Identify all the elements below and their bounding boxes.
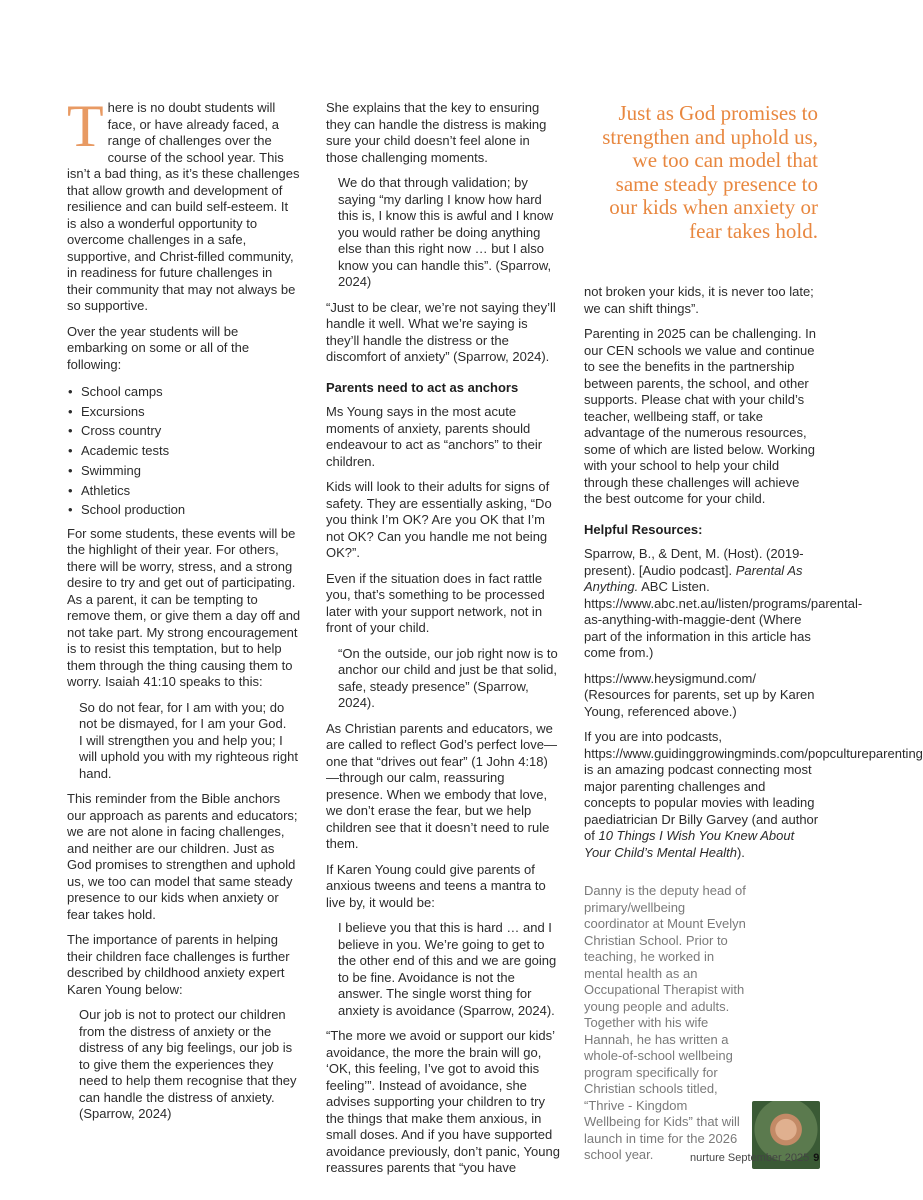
list-item: • Academic tests [81,441,301,461]
resource-text: If you are into podcasts, https://www.guidinggrowingminds.com/popcultureparenting is an amazing podcast connecting most major parenting challenges and concepts to popular movies with leading paediatrician Dr Billy Garvey (and author of [584,729,923,843]
paragraph: not broken your kids, it is never too late; we can shift things”. [584,284,814,316]
drop-cap: T [67,93,104,159]
column-3 [584,284,923,1169]
paragraph: Over the year students will be embarking on some or all of the following: [67,323,250,372]
section-heading: Parents need to act as anchors [326,379,519,395]
page-number: 9 [813,1152,820,1164]
paragraph: For some students, these events will be the highlight of their year. For others, there will be worry, stress, and a strong desire to try and get out of participating. As a parent, it can be tempting to remove them, or give them a day off and not take part. My strong encouragement is to resist this temptation, but to help them through the thing causing them to worry. Isaiah 41:10 speaks to this: [67,525,301,690]
bible-verse [67,700,301,783]
list-item: • Swimming [81,461,301,481]
column-2 [326,100,560,1186]
paragraph: This reminder from the Bible anchors our approach as parents and educators; we are not alone in facing challenges, and neither are our children. Just as God promises to strengthen and uphold us, we too can model that same steady presence to our kids when anxiety or fear takes hold. [67,791,298,922]
footer-label: nurture September 2025 [690,1152,810,1164]
list-item: • Athletics [81,481,301,501]
resource-item: https://www.heysigmund.com/ (Resources for parents, set up by Karen Young, referenced above.) [584,670,815,719]
column-1 [67,93,301,1132]
paragraph: She explains that the key to ensuring they can handle the distress is making sure your child doesn’t feel alone in those challenging moments. [326,100,547,165]
paragraph: Parenting in 2025 can be challenging. In our CEN schools we value and continue to see the benefits in the partnership between parents, the school, and other supports. Please chat with your child’s teacher, wellbeing staff, or take advantage of the numerous resources, some of which are listed below. Working with your school to help your child through these challenges will achieve the best outcome for your child. [584,326,817,506]
paragraph: Even if the situation does in fact rattle you, that’s something to be processed later with your support network, not in front of your child. [326,570,545,635]
block-quote: Our job is not to protect our children from the distress of anxiety or the distress of any big feelings, our job is to give them the experiences they need to help them recognise that they can handle the distress of anxiety. (Sparrow, 2024) [79,1007,297,1122]
resource-item [584,546,863,662]
paragraph: Kids will look to their adults for signs of safety. They are essentially asking, “Do you think I’m OK? Are you OK that I’m not OK? Can you handle me not being OK?”. [326,479,552,560]
page-footer [690,1152,819,1164]
resource-text: ). [736,844,745,860]
list-item: • Excursions [81,402,301,422]
block-quote: We do that through validation; by saying “my darling I know how hard this is, I know this is awful and I know you would rather be doing anything else than this right now … but I also know you can handle this”. (Sparrow, 2024) [338,175,554,289]
author-bio [584,883,820,1164]
paragraph: “The more we avoid or support our kids’ avoidance, the more the brain will go, ‘OK, this feeling, I’ve got to avoid this feeling’”. Instead of avoidance, she advises supporting your children to try the things that make them anxious, in small doses. And if you have supported avoidance previously, don’t panic, Young reassures parents that “you have [326,1028,560,1175]
verse-line: So do not fear, for I am with you; do not be dismayed, for I am your God. [79,699,287,732]
list-item: • School production [81,500,301,520]
resource-title: Parental As Anything. [584,562,803,594]
resource-text: Sparrow, B., & Dent, M. (Host). (2019-present). [Audio podcast]. [584,546,804,578]
resource-text: ABC Listen. https://www.abc.net.au/listen/programs/parental-as-anything-with-maggie-dent (Where part of the information in this article has come from.) [584,579,863,660]
paragraph: “Just to be clear, we’re not saying they’ll handle it well. What we’re saying is they’ll handle the distress or the discomfort of anxiety” (Sparrow, 2024). [326,299,556,364]
list-item: • School camps [81,382,301,402]
list-item: • Cross country [81,421,301,441]
bio-text: Danny is the deputy head of primary/wellbeing coordinator at Mount Evelyn Christian School. Prior to teaching, he worked in mental health as an Occupational Therapist with young people and adults. Together with his wife Hannah, he has written a whole-of-school wellbeing program specifically for Christian schools titled, “Thrive - Kingdom Wellbeing for Kids” that will launch in time for the 2026 school year. [584,883,746,1162]
events-list [67,382,301,520]
resource-item [584,729,923,861]
paragraph: As Christian parents and educators, we are called to reflect God’s perfect love—one that “drives out fear” (1 John 4:18)—through our calm, reassuring presence. When we embody that love, we don’t erase the fear, but we help children see that it doesn’t need to rule them. [326,720,557,851]
intro-paragraph [67,93,301,315]
resource-title: 10 Things I Wish You Knew About Your Child’s Mental Health [584,828,795,860]
pull-quote: Just as God promises to strengthen and uphold us, we too can model that same steady presence to our kids when anxiety or fear takes hold. [602,101,818,243]
intro-text: here is no doubt students will face, or have already faced, a range of challenges over the course of the school year. This isn’t a bad thing, as it’s these challenges that allow growth and development of resilience and can build self-esteem. It is also a wonderful opportunity to overcome challenges in a safe, supportive, and Christ-filled community, in readiness for future challenges in their community that may not always be so supportive. [67,100,300,313]
paragraph: The importance of parents in helping their children face challenges is further described by childhood anxiety expert Karen Young below: [67,932,290,997]
block-quote: “On the outside, our job right now is to anchor our child and just be that solid, safe, steady presence” (Sparrow, 2024). [338,645,558,710]
paragraph: If Karen Young could give parents of anxious tweens and teens a mantra to live by, it would be: [326,861,546,910]
block-quote: I believe you that this is hard … and I believe in you. We’re going to get to the other end of this and we are going to be fine. Avoidance is not the answer. The single worst thing for anxiety is avoidance (Sparrow, 2024). [338,920,557,1018]
verse-line: I will strengthen you and help you; I will uphold you with my righteous right hand. [79,732,298,781]
section-heading: Helpful Resources: [584,521,703,537]
paragraph: Ms Young says in the most acute moments of anxiety, parents should endeavour to act as “anchors” to their children. [326,404,543,469]
